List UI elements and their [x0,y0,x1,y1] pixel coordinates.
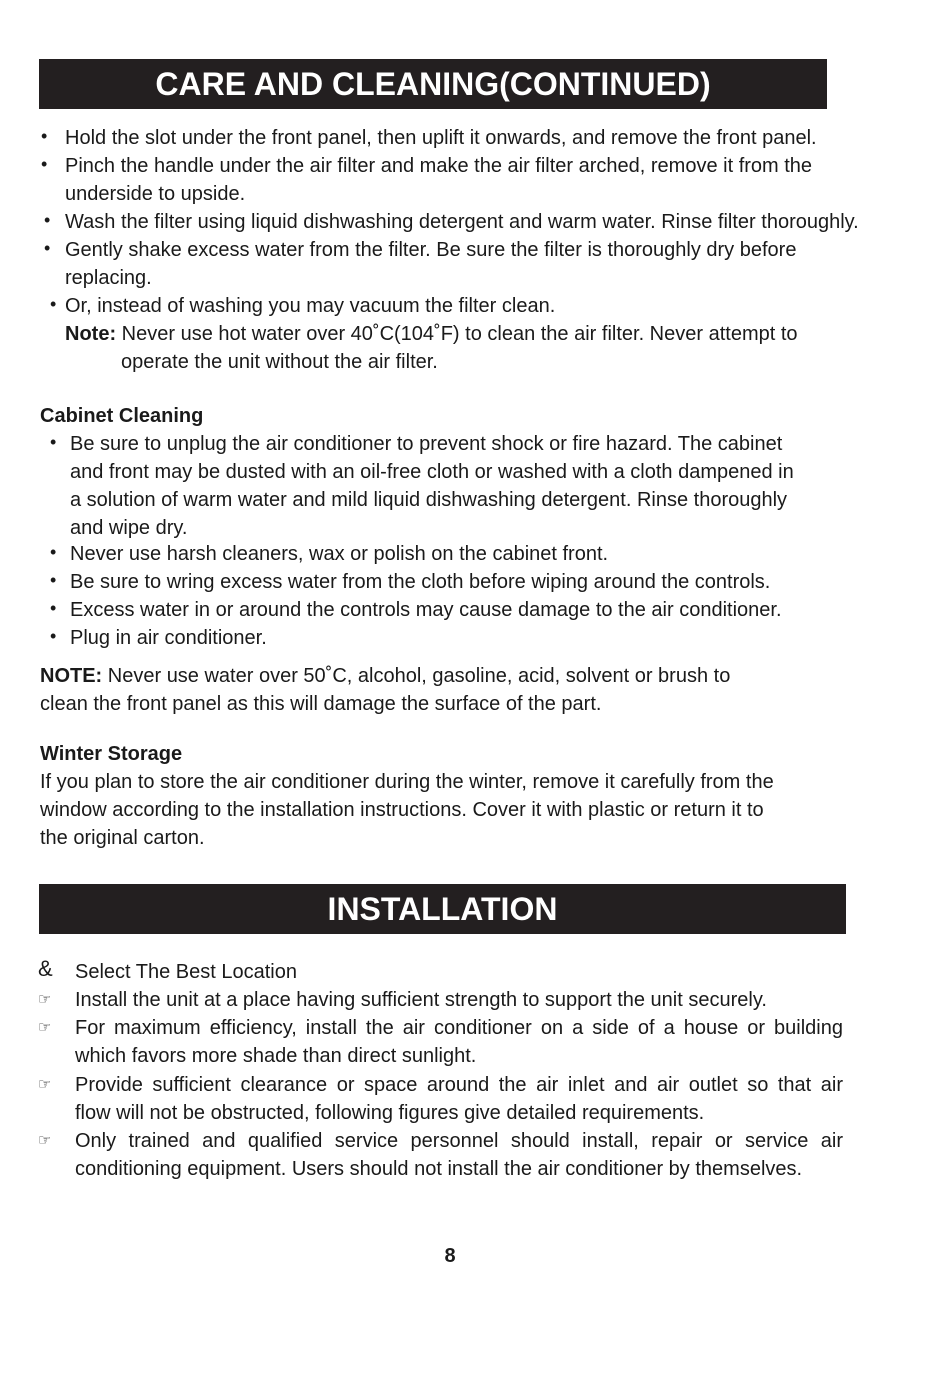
filter-step-2-line-1: Pinch the handle under the air filter and make the air filter arched, remove it from the [65,155,813,177]
winter-storage-heading: Winter Storage [40,743,183,765]
filter-step-5: Or, instead of washing you may vacuum the filter clean. [65,295,556,317]
filter-note-line-2: operate the unit without the air filter. [121,351,438,373]
install-item-4-line-2: conditioning equipment. Users should not install the air conditioner by themselves. [75,1158,803,1180]
cabinet-note-line-2: clean the front panel as this will damage the surface of the part. [40,693,602,715]
bullet-icon: • [41,126,48,146]
winter-line-3: the original carton. [40,827,205,849]
cabinet-item-5: Plug in air conditioner. [70,627,267,649]
cabinet-item-1-line-1: Be sure to unplug the air conditioner to prevent shock or fire hazard. The cabinet [70,433,783,455]
bullet-icon: • [50,598,57,618]
install-item-4-line-1: Only trained and qualified service personnel should install, repair or service air [75,1130,843,1152]
ampersand-marker-icon: & [38,956,53,981]
care-cleaning-banner: CARE AND CLEANING(CONTINUED) [39,59,827,109]
cabinet-note-label: NOTE: [40,665,103,687]
filter-step-2-line-2: underside to upside. [65,183,246,205]
bullet-icon: • [44,238,51,258]
bullet-icon: • [50,294,57,314]
filter-step-4-line-2: replacing. [65,267,152,289]
cabinet-note-text: Never use water over 50˚C, alcohol, gasoline, acid, solvent or brush to [107,665,731,687]
bullet-icon: • [44,210,51,230]
bullet-icon: • [41,154,48,174]
filter-note-label: Note: [65,323,117,345]
cabinet-item-3: Be sure to wring excess water from the cloth before wiping around the controls. [70,571,771,593]
bullet-icon: • [50,626,57,646]
pointing-hand-icon: ☞ [38,991,52,1008]
filter-note-text: Never use hot water over 40˚C(104˚F) to clean the air filter. Never attempt to [121,323,798,345]
filter-note-line-1 [65,320,798,348]
cabinet-item-4: Excess water in or around the controls may cause damage to the air conditioner. [70,599,782,621]
winter-line-2: window according to the installation instructions. Cover it with plastic or return it to [40,799,764,821]
install-item-2-line-2: which favors more shade than direct sunlight. [75,1045,477,1067]
cabinet-item-1-line-4: and wipe dry. [70,517,188,539]
install-item-3-line-1: Provide sufficient clearance or space around the air inlet and air outlet so that air [75,1074,843,1096]
pointing-hand-icon: ☞ [38,1019,52,1036]
install-item-2-line-1: For maximum efficiency, install the air conditioner on a side of a house or building [75,1017,843,1039]
installation-banner: INSTALLATION [39,884,846,934]
bullet-icon: • [50,432,57,452]
installation-title: Select The Best Location [75,961,297,983]
cabinet-item-1-line-3: a solution of warm water and mild liquid dishwashing detergent. Rinse thoroughly [70,489,788,511]
cabinet-note-line-1 [40,662,730,690]
cabinet-cleaning-heading: Cabinet Cleaning [40,405,204,427]
bullet-icon: • [50,542,57,562]
pointing-hand-icon: ☞ [38,1076,52,1093]
install-item-1: Install the unit at a place having sufficient strength to support the unit securely. [75,989,767,1011]
cabinet-item-2: Never use harsh cleaners, wax or polish on the cabinet front. [70,543,609,565]
filter-step-1: Hold the slot under the front panel, then uplift it onwards, and remove the front panel. [65,127,817,149]
install-item-3-line-2: flow will not be obstructed, following figures give detailed requirements. [75,1102,705,1124]
bullet-icon: • [50,570,57,590]
pointing-hand-icon: ☞ [38,1132,52,1149]
cabinet-item-1-line-2: and front may be dusted with an oil-free cloth or washed with a cloth dampened in [70,461,794,483]
filter-step-4-line-1: Gently shake excess water from the filter. Be sure the filter is thoroughly dry before [65,239,797,261]
page-number: 8 [444,1245,456,1267]
winter-line-1: If you plan to store the air conditioner during the winter, remove it carefully from the [40,771,774,793]
filter-step-3: Wash the filter using liquid dishwashing detergent and warm water. Rinse filter thoroughly. [65,211,859,233]
